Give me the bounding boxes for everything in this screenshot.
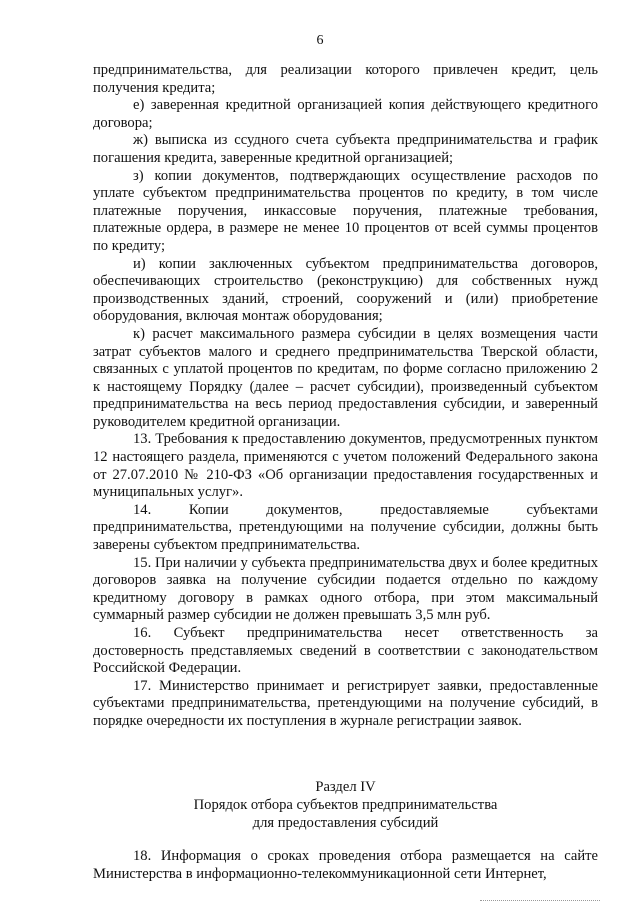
paragraph-13: 13. Требования к предоставлению документов, предусмотренных пунктом 12 настоящего раздела, применяются с учетом положений Федерального закона от 27.07.2010 № 210-ФЗ «Об организации предоставления государственных и муниципальных услуг». — [93, 431, 598, 501]
paragraph-item-i: и) копии заключенных субъектом предпринимательства договоров, обеспечивающих строительство (реконструкцию) для собственных нужд производственных зданий, строений, сооружений и (или) приобретение оборудования, включая монтаж оборудования; — [93, 255, 598, 325]
paragraph-item-zh: ж) выписка из ссудного счета субъекта предпринимательства и график погашения кредита, заверенные кредитной организацией; — [93, 132, 598, 166]
paragraph-15: 15. При наличии у субъекта предпринимательства двух и более кредитных договоров заявка на получение субсидии подается отдельно по каждому кредитному договору в рамках одного отбора, при этом максимальный суммарный размер субсидии не должен превышать 3,5 млн руб. — [93, 554, 598, 624]
paragraph-item-e: е) заверенная кредитной организацией копия действующего кредитного договора; — [93, 97, 598, 131]
paragraph-14: 14. Копии документов, предоставляемые субъектами предпринимательства, претендующими на получение субсидии, должны быть заверены субъектом предпринимательства. — [93, 501, 598, 554]
paragraph-16: 16. Субъект предпринимательства несет ответственность за достоверность представляемых сведений в соответствии с законодательством Российской Федерации. — [93, 625, 598, 677]
section-heading: Раздел IV — [315, 779, 376, 795]
paragraph-item-k: к) расчет максимального размера субсидии в целях возмещения части затрат субъектов малого и среднего предпринимательства Тверской области, связанных с уплатой процентов по кредитам, по форме согласно приложению 2 к настоящему Порядку (далее – расчет субсидии), произведенный субъектом предпринимательства на весь период предоставления субсидии, и заверенный руководителем кредитной организации. — [93, 325, 598, 430]
document-body — [93, 62, 598, 731]
paragraph-continuation: предпринимательства, для реализации которого привлечен кредит, цель получения кредита; — [93, 62, 598, 96]
page-number: 6 — [316, 33, 324, 48]
section-title-line-1: Порядок отбора субъектов предпринимательства — [193, 797, 498, 813]
paragraph-item-z: з) копии документов, подтверждающих осуществление расходов по уплате субъектом предпринимательства процентов по кредиту, в том числе платежные поручения, инкассовые поручения, платежные требования, платежные ордера, в размере не менее 10 процентов от всей суммы процентов по кредиту; — [93, 167, 598, 254]
scan-artifact — [480, 898, 600, 901]
section-title-line-2: для предоставления субсидий — [252, 815, 439, 831]
document-body-continued — [93, 848, 598, 883]
section-header — [93, 778, 598, 832]
paragraph-18: 18. Информация о сроках проведения отбора размещается на сайте Министерства в информационно-телекоммуникационной сети Интернет, — [93, 848, 598, 882]
paragraph-17: 17. Министерство принимает и регистрирует заявки, предоставленные субъектами предпринимательства, претендующими на получение субсидий, в порядке очередности их поступления в журнале регистрации заявок. — [93, 677, 598, 729]
